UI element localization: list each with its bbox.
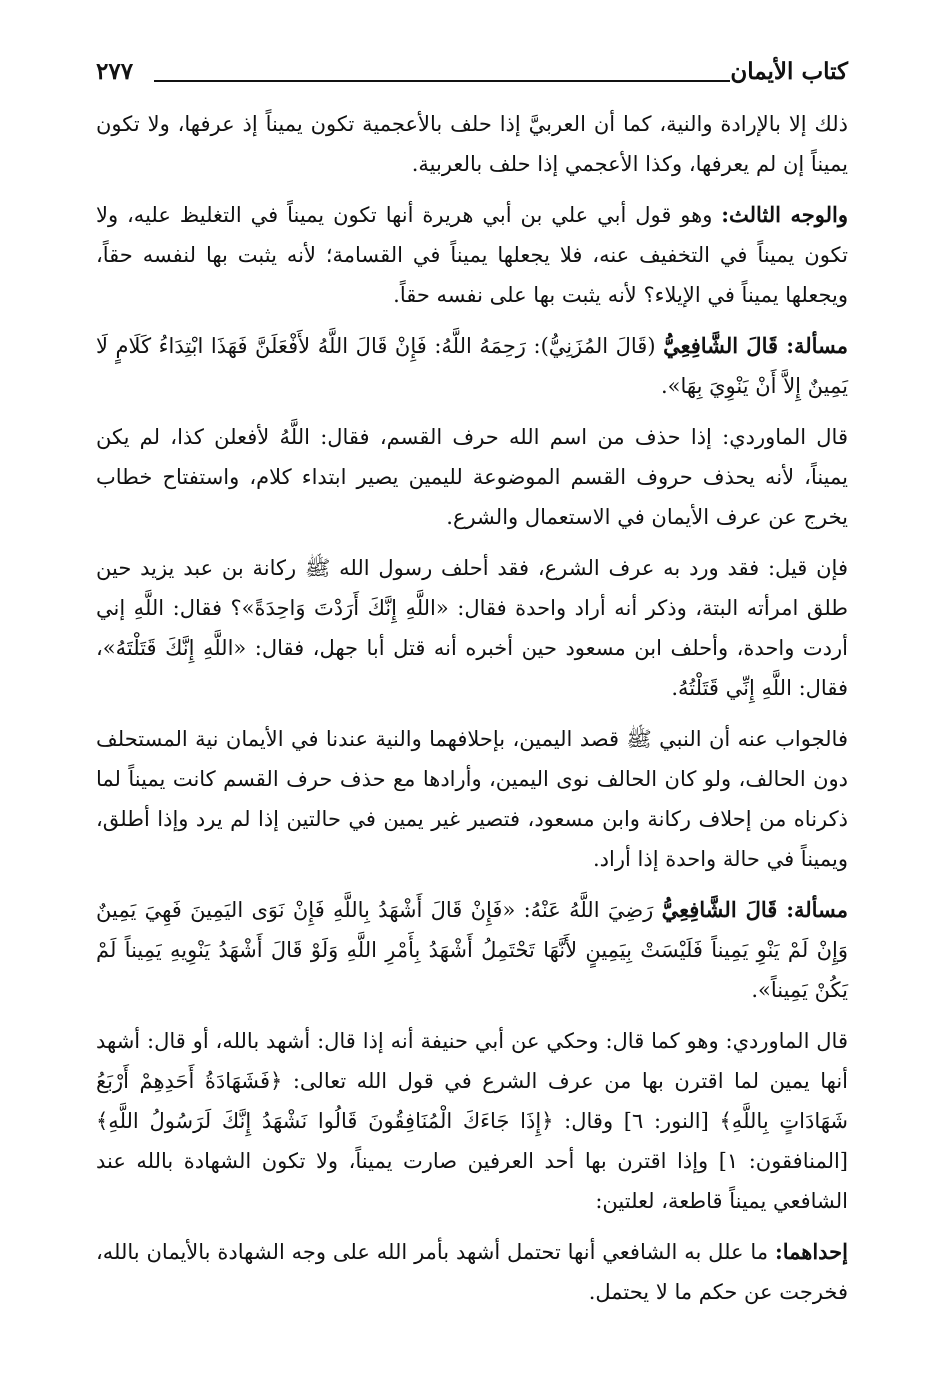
paragraph-7 bbox=[96, 890, 848, 1010]
paragraph-text: (قَالَ المُزَنِيُّ): رَحِمَهُ اللَّهُ: فَإِنْ قَالَ اللَّهُ لأَفْعَلَنَّ فَهَذَا ابْتِدَاءُ كَلَامٍ لَا يَمِينٌ إِلاَّ أَنْ يَنْوِيَ بِهَا». bbox=[96, 334, 848, 398]
paragraph-9 bbox=[96, 1232, 848, 1312]
paragraph-text: فالجواب عنه أن النبي ﷺ قصد اليمين، بإحلافهما والنية عندنا في الأيمان نية المستحلف دون الحالف، ولو كان الحالف نوى اليمين، وأرادها مع حذف حرف القسم كانت يميناً لما ذكرناه من إحلاف ركانة وابن مسعود، فتصير غير يمين في حالتين إذا لم يرد وإذا أطلق، ويميناً في حالة واحدة إذا أراد. bbox=[96, 727, 848, 871]
paragraph-text: وهو قول أبي علي بن أبي هريرة أنها تكون يميناً في التغليظ عليه، ولا تكون يميناً في التخفيف عنه، فلا يجعلها يميناً في القسامة؛ لأنه يثبت بها لنفسه حقاً، ويجعلها يميناً في الإيلاء؟ لأنه يثبت بها على نفسه حقاً. bbox=[96, 203, 848, 307]
paragraph-text: رَضِيَ اللَّهُ عَنْهُ: «فَإِنْ قَالَ أَشْهَدُ بِاللَّهِ فَإِنْ نَوَى اليَمِينَ فَهِيَ يَمِينٌ وَإِنْ لَمْ يَنْوِ يَمِيناً فَلَيْسَتْ بِيَمِينٍ لأَنَّهَا تَحْتَمِلُ أَشْهَدُ بِأَمْرِ اللَّهِ وَلَوْ قَالَ أَشْهَدُ يَنْوِيهِ يَمِيناً لَمْ يَكُنْ يَمِيناً». bbox=[96, 898, 848, 1002]
running-header bbox=[96, 56, 848, 96]
paragraph-text: ما علل به الشافعي أنها تحتمل أشهد بأمر الله على وجه الشهادة بالأيمان بالله، فخرجت عن حكم ما لا يحتمل. bbox=[96, 1240, 848, 1304]
paragraph-text: ذلك إلا بالإرادة والنية، كما أن العربيَّ إذا حلف بالأعجمية تكون يميناً إذ عرفها، ولا تكون يميناً إن لم يعرفها، وكذا الأعجمي إذا حلف بالعربية. bbox=[96, 112, 848, 176]
paragraph-1 bbox=[96, 104, 848, 184]
paragraph-text: قال الماوردي: وهو كما قال: وحكي عن أبي حنيفة أنه إذا قال: أشهد بالله، أو قال: أشهد أنها يمين لما اقترن بها من عرف الشرع في قول الله تعالى: ﴿فَشَهَادَةُ أَحَدِهِمْ أَرْبَعُ شَهَادَاتٍ بِاللَّهِ﴾ [النور: ٦] وقال: ﴿إِذَا جَاءَكَ الْمُنَافِقُونَ قَالُوا نَشْهَدُ إِنَّكَ لَرَسُولُ اللَّهِ﴾ [المنافقون: ١] وإذا اقترن بها أحد العرفين صارت يميناً، ولا تكون الشهادة بالله عند الشافعي يميناً قاطعة، لعلتين: bbox=[96, 1029, 849, 1213]
paragraph-6 bbox=[96, 719, 848, 879]
paragraph-lead: إحداهما: bbox=[774, 1239, 848, 1264]
paragraph-lead: مسألة: قَالَ الشَّافِعِيُّ bbox=[661, 897, 848, 922]
chapter-title: كتاب الأيمان bbox=[730, 58, 848, 85]
paragraph-lead: والوجه الثالث: bbox=[721, 202, 849, 227]
header-rule bbox=[154, 80, 730, 82]
paragraph-8 bbox=[96, 1021, 848, 1221]
paragraph-2 bbox=[96, 195, 848, 315]
paragraph-lead: مسألة: قَالَ الشَّافِعِيُّ bbox=[663, 333, 848, 358]
paragraph-3 bbox=[96, 326, 848, 406]
paragraph-text: قال الماوردي: إذا حذف من اسم الله حرف القسم، فقال: اللَّهُ لأفعلن كذا، لم يكن يميناً، لأنه يحذف حروف القسم الموضوعة لليمين يصير ابتداء كلام، واستفتاح خطاب يخرج عن عرف الأيمان في الاستعمال والشرع. bbox=[96, 425, 849, 529]
paragraph-5 bbox=[96, 548, 848, 708]
paragraph-4 bbox=[96, 417, 848, 537]
body-text bbox=[96, 104, 848, 1323]
paragraph-text: فإن قيل: فقد ورد به عرف الشرع، فقد أحلف رسول الله ﷺ ركانة بن عبد يزيد حين طلق امرأته البتة، وذكر أنه أراد واحدة فقال: «اللَّهِ إِنَّكَ أَرَدْتَ وَاحِدَةً»؟ فقال: اللَّهِ إني أردت واحدة، وأحلف ابن مسعود حين أخبره أنه قتل أبا جهل، فقال: «اللَّهِ إِنَّكَ قَتَلْتَهُ»، فقال: اللَّهِ إِنِّي قَتَلْتُهُ. bbox=[96, 556, 848, 700]
page-number: ٢٧٧ bbox=[96, 58, 134, 85]
